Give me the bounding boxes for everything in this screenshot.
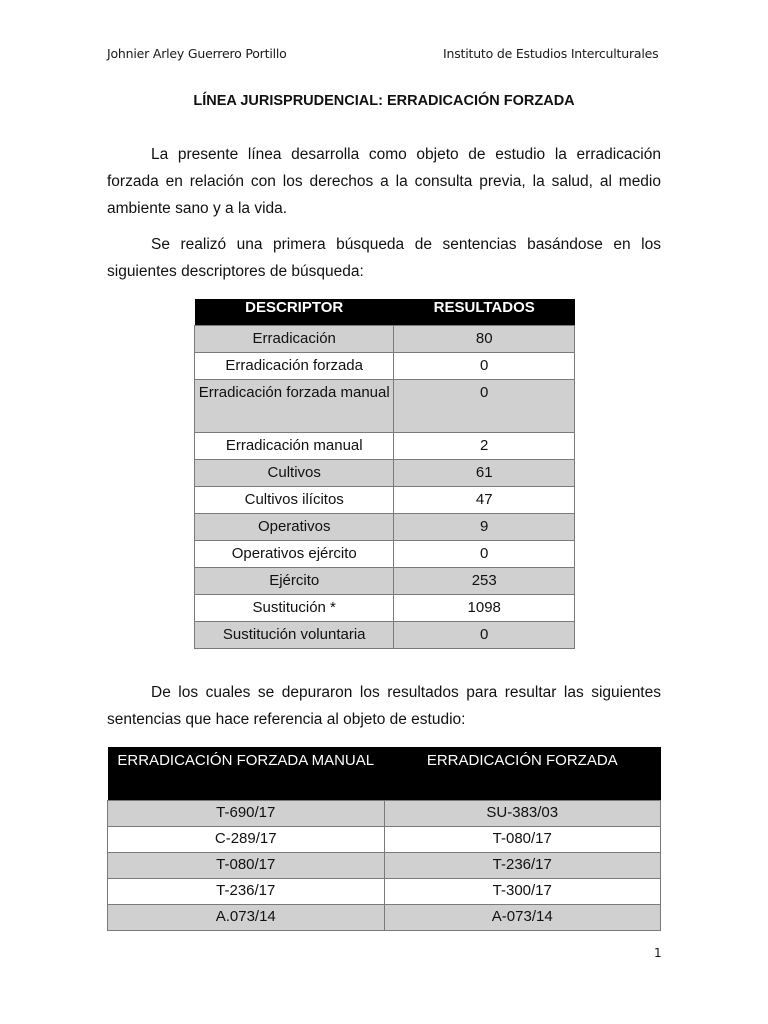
table-row [195, 460, 575, 487]
table-row [195, 353, 575, 380]
page-number: 1 [654, 946, 662, 960]
sentence-cell: T-236/17 [384, 853, 661, 879]
descriptor-table-header [195, 299, 575, 326]
table-row [195, 433, 575, 460]
header-descriptor: DESCRIPTOR [195, 299, 394, 326]
table-row [195, 568, 575, 595]
sentences-table-header [108, 747, 661, 801]
result-cell: 0 [394, 541, 575, 568]
header-forzada: ERRADICACIÓN FORZADA [384, 747, 661, 801]
result-cell: 47 [394, 487, 575, 514]
sentence-cell: T-080/17 [384, 827, 661, 853]
result-cell: 0 [394, 380, 575, 433]
header-institution: Instituto de Estudios Interculturales [443, 46, 659, 61]
table-row [108, 905, 661, 931]
paragraph-intro-text: La presente línea desarrolla como objeto de estudio la erradicación forzada en relación con los derechos a la consulta previa, la salud, al medio ambiente sano y a la vida. [107, 146, 661, 217]
descriptor-cell: Sustitución * [195, 595, 394, 622]
sentences-table [107, 747, 661, 931]
sentence-cell: A-073/14 [384, 905, 661, 931]
descriptor-cell: Cultivos [195, 460, 394, 487]
paragraph-intro [107, 141, 661, 222]
paragraph-search-text: Se realizó una primera búsqueda de sentencias basándose en los siguientes descriptores de búsqueda: [107, 236, 661, 280]
table-row [108, 853, 661, 879]
result-cell: 9 [394, 514, 575, 541]
descriptor-cell: Erradicación forzada manual [195, 380, 394, 433]
descriptor-cell: Ejército [195, 568, 394, 595]
table-row [195, 487, 575, 514]
result-cell: 1098 [394, 595, 575, 622]
table-row [195, 380, 575, 433]
descriptor-cell: Sustitución voluntaria [195, 622, 394, 649]
document-title: LÍNEA JURISPRUDENCIAL: ERRADICACIÓN FORZADA [193, 93, 575, 109]
result-cell: 2 [394, 433, 575, 460]
paragraph-filtered-text: De los cuales se depuraron los resultados para resultar las siguientes sentencias que hace referencia al objeto de estudio: [107, 684, 661, 728]
table-row [108, 801, 661, 827]
descriptor-cell: Cultivos ilícitos [195, 487, 394, 514]
table-row [195, 326, 575, 353]
sentence-cell: SU-383/03 [384, 801, 661, 827]
table-row [108, 879, 661, 905]
descriptor-cell: Operativos [195, 514, 394, 541]
header-resultados: RESULTADOS [394, 299, 575, 326]
sentence-cell: A.073/14 [108, 905, 385, 931]
header-author: Johnier Arley Guerrero Portillo [107, 46, 287, 61]
descriptor-table [194, 299, 575, 649]
table-row [108, 827, 661, 853]
paragraph-filtered [107, 679, 661, 733]
table-row [195, 622, 575, 649]
descriptor-cell: Erradicación [195, 326, 394, 353]
header-forzada-manual: ERRADICACIÓN FORZADA MANUAL [108, 747, 385, 801]
result-cell: 253 [394, 568, 575, 595]
sentence-cell: T-080/17 [108, 853, 385, 879]
result-cell: 0 [394, 622, 575, 649]
sentence-cell: T-690/17 [108, 801, 385, 827]
sentence-cell: T-300/17 [384, 879, 661, 905]
paragraph-search [107, 231, 661, 285]
table-row [195, 541, 575, 568]
table-row [195, 514, 575, 541]
result-cell: 0 [394, 353, 575, 380]
result-cell: 80 [394, 326, 575, 353]
descriptor-cell: Erradicación manual [195, 433, 394, 460]
result-cell: 61 [394, 460, 575, 487]
descriptor-cell: Operativos ejército [195, 541, 394, 568]
descriptor-cell: Erradicación forzada [195, 353, 394, 380]
table-row [195, 595, 575, 622]
sentence-cell: T-236/17 [108, 879, 385, 905]
sentence-cell: C-289/17 [108, 827, 385, 853]
